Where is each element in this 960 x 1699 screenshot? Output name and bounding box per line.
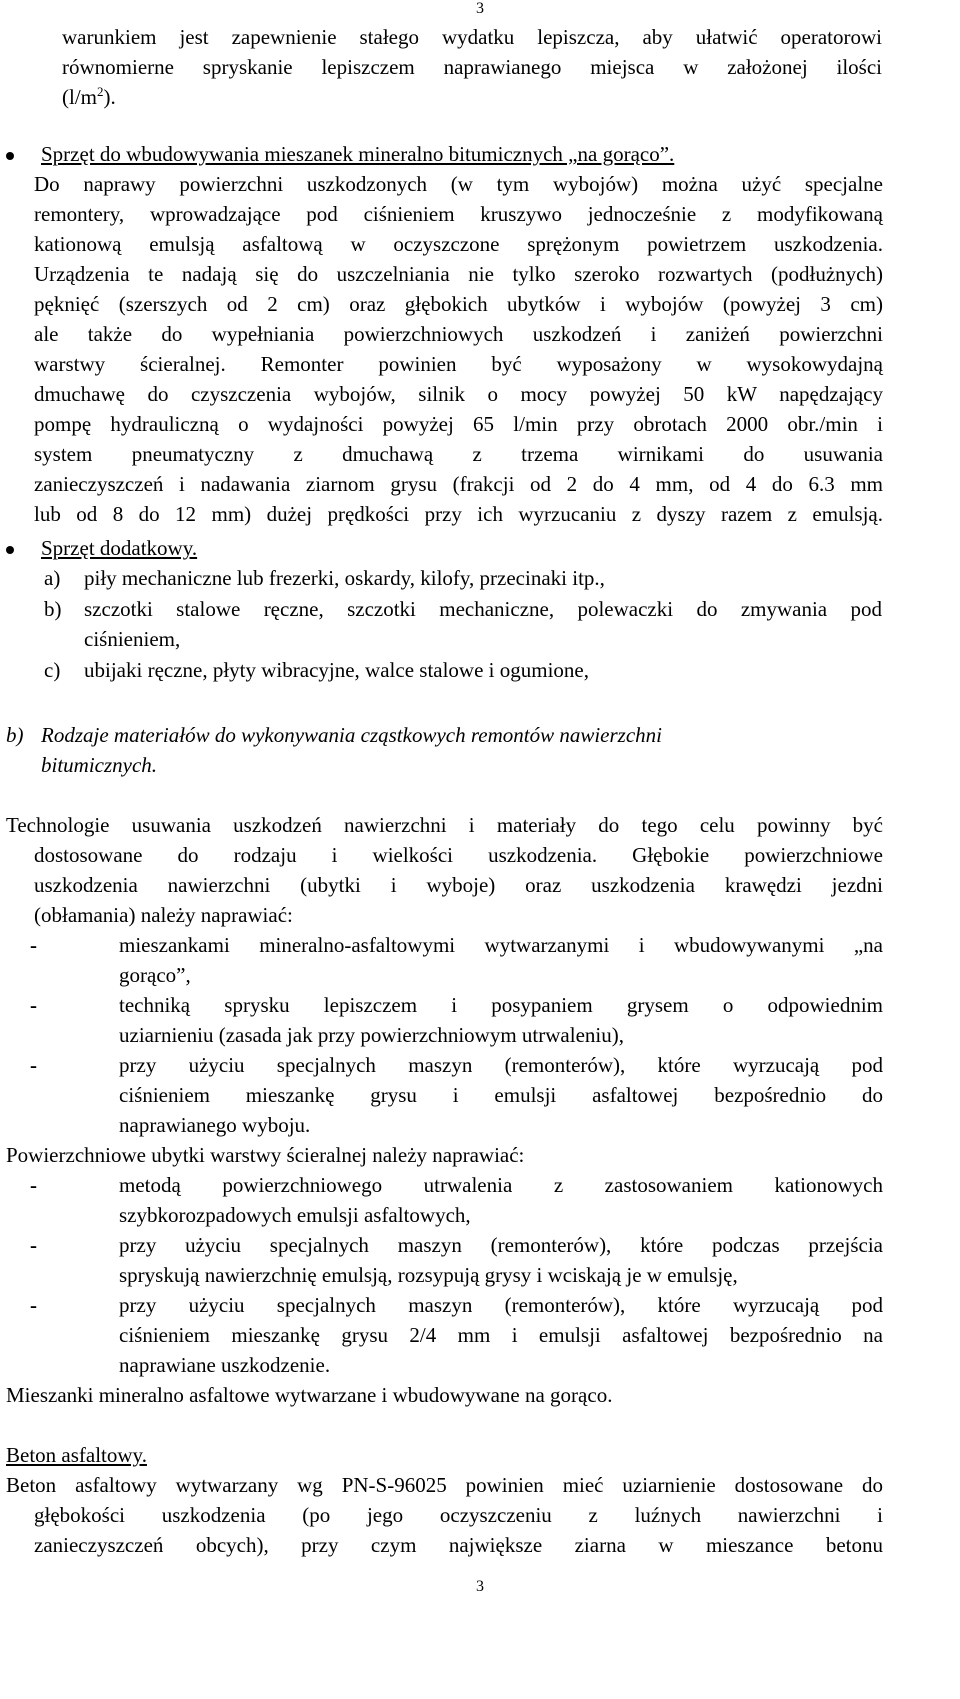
- dash-marker: -: [30, 933, 37, 957]
- intro-paragraph: [62, 22, 882, 112]
- list-item: ubijaki ręczne, płyty wibracyjne, walce stalowe i ogumione,: [84, 658, 589, 682]
- dash-marker: -: [30, 1293, 37, 1317]
- paragraph: Mieszanki mineralno asfaltowe wytwarzane i wbudowywane na gorąco.: [6, 1383, 613, 1407]
- text-line: kationową emulsją asfaltową w oczyszczone sprężonym powietrzem uszkodzenia.: [34, 232, 883, 256]
- section-heading: Beton asfaltowy.: [6, 1443, 147, 1467]
- list-item: techniką sprysku lepiszczem i posypaniem grysem o odpowiednim uziarnieniu (zasada jak przy powierzchniowym utrwaleniu),: [119, 993, 883, 1047]
- list-item: przy użyciu specjalnych maszyn (remonterów), które wyrzucają pod ciśnieniem mieszankę grysu 2/4 mm i emulsji asfaltowej bezpośrednio na naprawiane uszkodzenie.: [119, 1293, 883, 1377]
- text-line: dostosowane do rodzaju i wielkości uszkodzenia. Głębokie powierzchniowe: [34, 843, 883, 867]
- bullet-icon: [6, 546, 14, 554]
- text-line: ale także do wypełniania powierzchniowych uszkodzeń i zaniżeń powierzchni: [34, 322, 883, 346]
- bullet-icon: [6, 152, 14, 160]
- text-line: lub od 8 do 12 mm) dużej prędkości przy ich wyrzucaniu z dyszy razem z emulsją.: [34, 502, 883, 526]
- text-line: Do naprawy powierzchni uszkodzonych (w tym wybojów) można użyć specjalne: [34, 172, 883, 196]
- text-line: Beton asfaltowy wytwarzany wg PN-S-96025 powinien mieć uziarnienie dostosowane do: [6, 1473, 883, 1497]
- text-line: zanieczyszczeń i nadawania ziarnom grysu (frakcji od 2 do 4 mm, od 4 do 6.3 mm: [34, 472, 883, 496]
- text-line: $(l/m^2)$.: [62, 84, 116, 109]
- text-line: zanieczyszczeń obcych), przy czym największe ziarna w mieszance betonu: [34, 1533, 883, 1557]
- section-title: Rodzaje materiałów do wykonywania cząstkowych remontów nawierzchni bitumicznych.: [41, 723, 662, 777]
- text-line: dmuchawę do czyszczenia wybojów, silnik o mocy powyżej 50 kW napędzający: [34, 382, 883, 406]
- text-line: remontery, wprowadzające pod ciśnieniem kruszywo jednocześnie z modyfikowaną: [34, 202, 883, 226]
- dash-marker: -: [30, 1053, 37, 1077]
- text-line: pęknięć (szerszych od 2 cm) oraz głębokich ubytków i wybojów (powyżej 3 cm): [34, 292, 883, 316]
- dash-marker: -: [30, 1173, 37, 1197]
- text-line: głębokości uszkodzenia (po jego oczyszczeniu z luźnych nawierzchni i: [34, 1503, 883, 1527]
- text-line: równomierne spryskanie lepiszczem naprawianego miejsca w założonej ilości: [62, 55, 882, 79]
- paragraph-cont: [34, 840, 883, 930]
- list-item: przy użyciu specjalnych maszyn (remonterów), które podczas przejścia spryskują nawierzchnię emulsją, rozsypują grysy i wciskają je w emulsję,: [119, 1233, 883, 1287]
- list-item: szczotki stalowe ręczne, szczotki mechaniczne, polewaczki do zmywania pod ciśnieniem,: [84, 597, 882, 651]
- list-label: c): [44, 658, 61, 682]
- section-label: b): [6, 723, 24, 747]
- paragraph: [34, 169, 883, 529]
- dash-marker: -: [30, 993, 37, 1017]
- text-line: Technologie usuwania uszkodzeń nawierzchni i materiały do tego celu powinny być: [6, 813, 883, 837]
- paragraph: [6, 1470, 883, 1500]
- page-number-bottom: 3: [476, 1578, 484, 1595]
- paragraph-cont: [34, 1500, 883, 1560]
- text-line: system pneumatyczny z dmuchawą z trzema wirnikami do usuwania: [34, 442, 883, 466]
- dash-marker: -: [30, 1233, 37, 1257]
- list-item: przy użyciu specjalnych maszyn (remonterów), które wyrzucają pod ciśnieniem mieszankę grysu i emulsji asfaltowej bezpośrednio do naprawianego wyboju.: [119, 1053, 883, 1137]
- text-line: Urządzenia te nadają się do uszczelniania nie tylko szeroko rozwartych (podłużnych): [34, 262, 883, 286]
- paragraph: [6, 810, 883, 840]
- text-line: pompę hydrauliczną o wydajności powyżej 65 l/min przy obrotach 2000 obr./min i: [34, 412, 883, 436]
- list-item: metodą powierzchniowego utrwalenia z zastosowaniem kationowych szybkorozpadowych emulsji asfaltowych,: [119, 1173, 883, 1227]
- list-item: piły mechaniczne lub frezerki, oskardy, kilofy, przecinaki itp.,: [84, 566, 605, 590]
- paragraph-intro: Powierzchniowe ubytki warstwy ścieralnej należy naprawiać:: [6, 1143, 525, 1167]
- list-item: mieszankami mineralno-asfaltowymi wytwarzanymi i wbudowywanymi „na gorąco”,: [119, 933, 883, 987]
- section-heading: Sprzęt do wbudowywania mieszanek mineralno bitumicznych „na gorąco”.: [41, 142, 675, 166]
- list-label: a): [44, 566, 61, 590]
- text-line: uszkodzenia nawierzchni (ubytki i wyboje) oraz uszkodzenia krawędzi jezdni: [34, 873, 883, 897]
- page-number-top: 3: [476, 0, 484, 17]
- list-label: b): [44, 597, 62, 621]
- text-line: warunkiem jest zapewnienie stałego wydatku lepiszcza, aby ułatwić operatorowi: [62, 25, 882, 49]
- text-line: warstwy ścieralnej. Remonter powinien być wyposażony w wysokowydajną: [34, 352, 883, 376]
- text-line: (obłamania) należy naprawiać:: [34, 903, 293, 927]
- section-heading: Sprzęt dodatkowy.: [41, 536, 198, 560]
